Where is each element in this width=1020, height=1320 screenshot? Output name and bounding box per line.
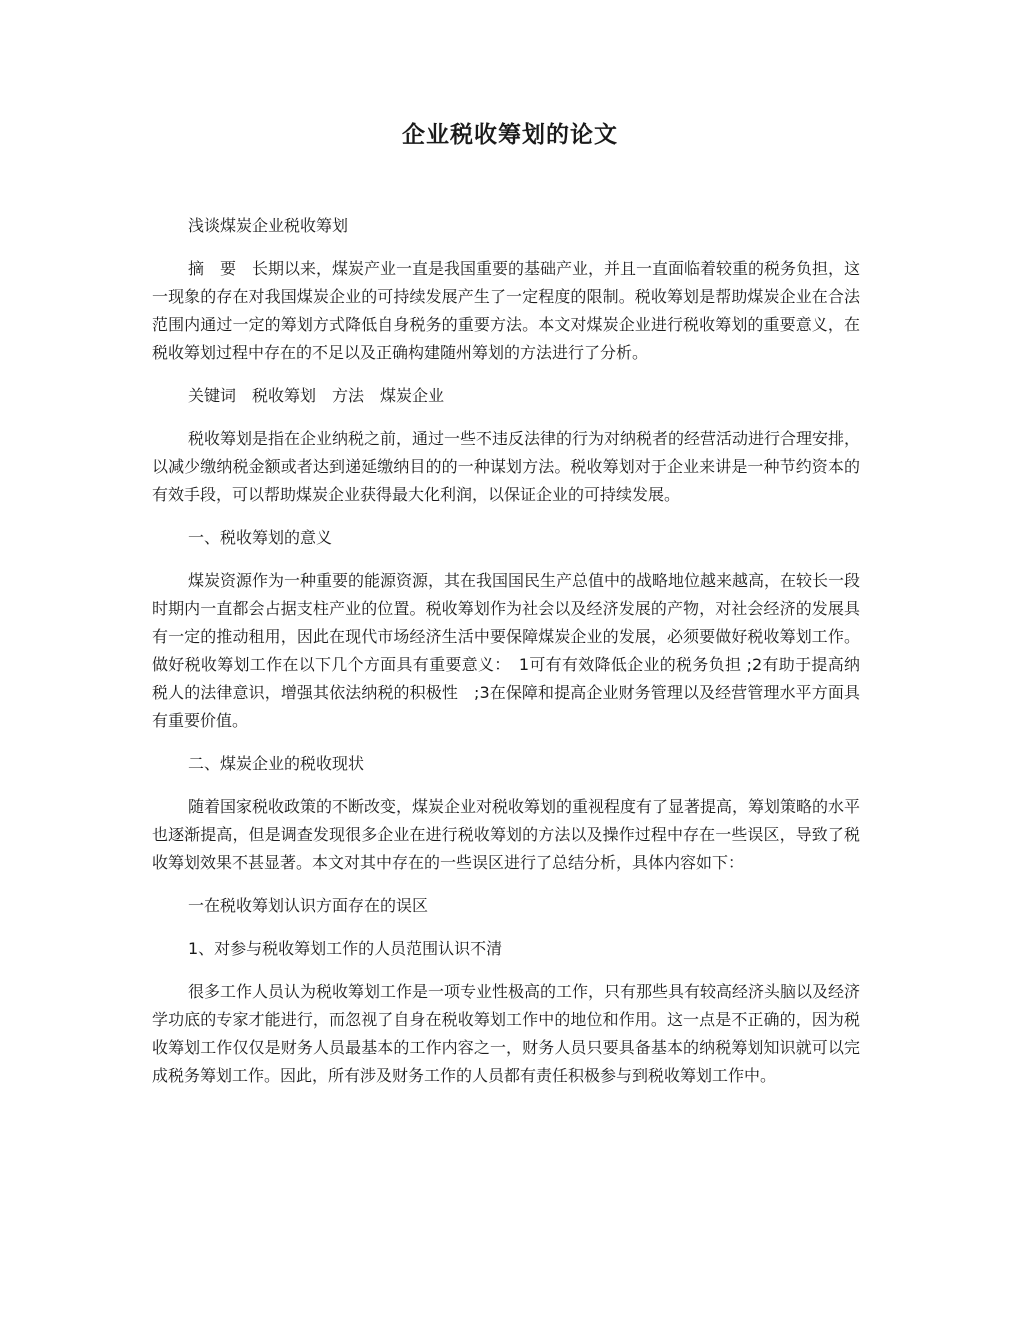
keywords-paragraph: 关键词 税收筹划 方法 煤炭企业	[188, 386, 445, 405]
document-body	[152, 212, 860, 1105]
intro-paragraph: 税收筹划是指在企业纳税之前，通过一些不违反法律的行为对纳税者的经营活动进行合理安排，以减少缴纳税金额或者达到递延缴纳目的的一种谋划方法。税收筹划对于企业来讲是一种节约资本的有效手段，可以帮助煤炭企业获得最大化利润，以保证企业的可持续发展。	[152, 429, 861, 504]
document-title: 企业税收筹划的论文	[402, 121, 618, 148]
subsection-item-heading: 1、对参与税收筹划工作的人员范围认识不清	[188, 939, 503, 958]
subsection-heading: 一在税收筹划认识方面存在的误区	[188, 896, 429, 915]
section-heading-2: 二、煤炭企业的税收现状	[188, 754, 365, 773]
section-heading-1: 一、税收筹划的意义	[188, 528, 333, 547]
abstract-paragraph: 摘 要 长期以来，煤炭产业一直是我国重要的基础产业，并且一直面临着较重的税务负担，这一现象的存在对我国煤炭企业的可持续发展产生了一定程度的限制。税收筹划是帮助煤炭企业在合法范围内通过一定的筹划方式降低自身税务的重要方法。本文对煤炭企业进行税收筹划的重要意义，在税收筹划过程中存在的不足以及正确构建随州筹划的方法进行了分析。	[152, 259, 861, 362]
section-1-paragraph: 煤炭资源作为一种重要的能源资源，其在我国国民生产总值中的战略地位越来越高，在较长一段时期内一直都会占据支柱产业的位置。税收筹划作为社会以及经济发展的产物，对社会经济的发展具有一定的推动租用，因此在现代市场经济生活中要保障煤炭企业的发展，必须要做好税收筹划工作。做好税收筹划工作在以下几个方面具有重要意义： 1可有有效降低企业的税务负担 ;2有助于提高纳税人的法律意识，增强其依法纳税的积极性 ;3在保障和提高企业财务管理以及经营管理水平方面具有重要价值。	[152, 571, 861, 730]
subsection-item-paragraph: 很多工作人员认为税收筹划工作是一项专业性极高的工作，只有那些具有较高经济头脑以及经济学功底的专家才能进行，而忽视了自身在税收筹划工作中的地位和作用。这一点是不正确的，因为税收筹划工作仅仅是财务人员最基本的工作内容之一，财务人员只要具备基本的纳税筹划知识就可以完成税务筹划工作。因此，所有涉及财务工作的人员都有责任积极参与到税收筹划工作中。	[152, 982, 861, 1085]
section-2-paragraph: 随着国家税收政策的不断改变，煤炭企业对税收筹划的重视程度有了显著提高，筹划策略的水平也逐渐提高，但是调查发现很多企业在进行税收筹划的方法以及操作过程中存在一些误区，导致了税收筹划效果不甚显著。本文对其中存在的一些误区进行了总结分析，具体内容如下：	[152, 797, 861, 872]
subtitle-paragraph: 浅谈煤炭企业税收筹划	[188, 216, 349, 235]
